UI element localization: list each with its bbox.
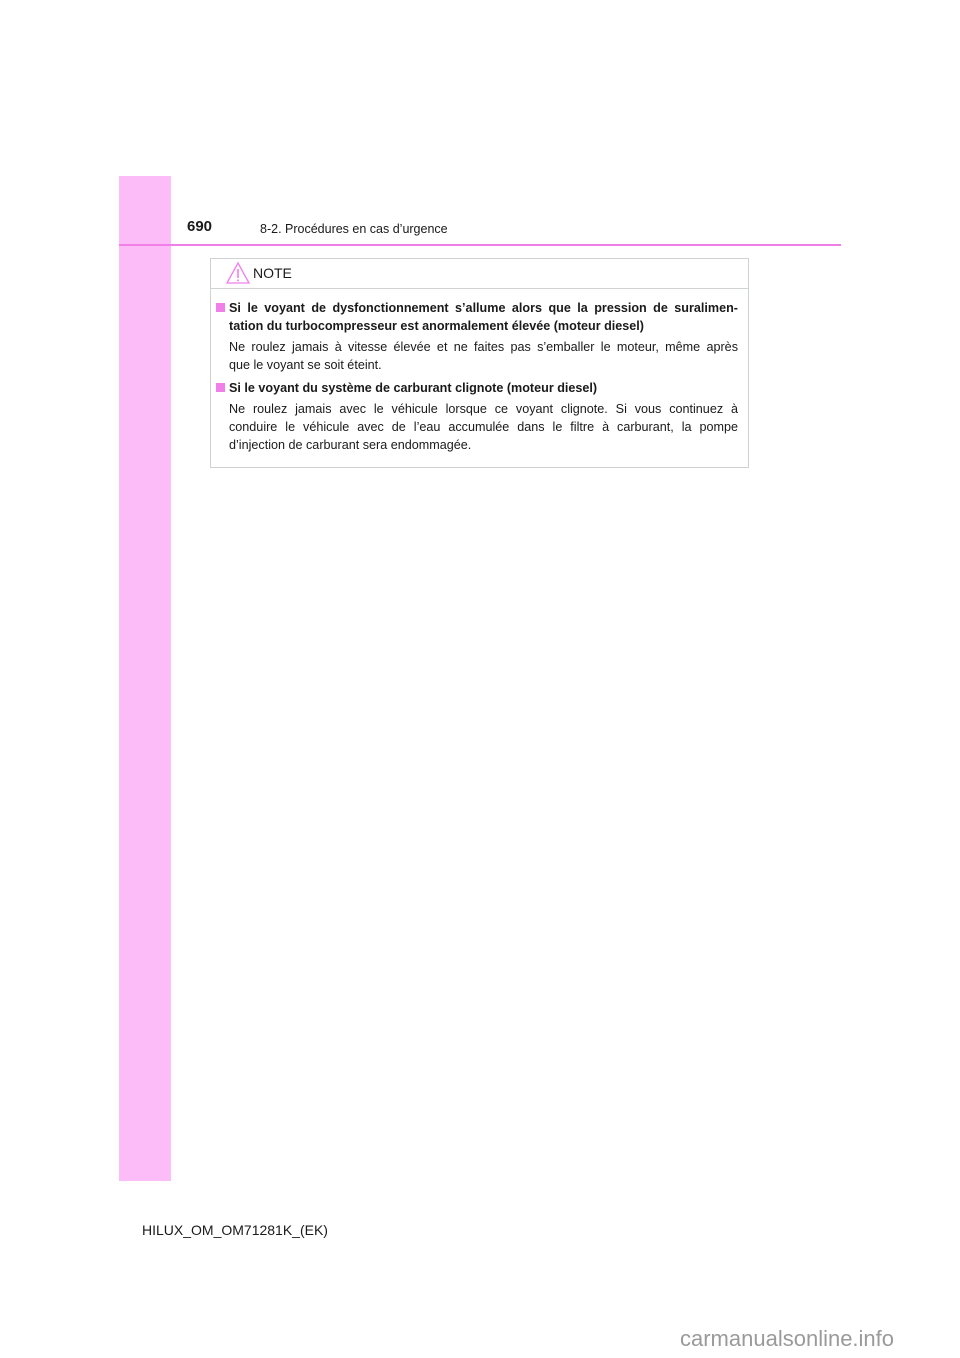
item-text: Ne roulez jamais à vitesse élevée et ne faites pas s’emballer le moteur, même après [229, 340, 738, 354]
document-code: HILUX_OM_OM71281K_(EK) [142, 1222, 328, 1238]
watermark: carmanualsonline.info [680, 1326, 895, 1351]
note-title: NOTE [253, 265, 292, 281]
note-item [211, 299, 738, 374]
chapter-tab-band [119, 176, 171, 1181]
note-box [210, 258, 749, 468]
item-heading: Si le voyant de dysfonctionnement s’allume alors que la pression de suralimen- [229, 301, 738, 315]
note-header [211, 259, 748, 289]
warning-triangle-icon [225, 261, 251, 285]
item-text: conduire le véhicule avec de l’eau accumulée dans le filtre à carburant, la pompe [229, 420, 738, 434]
header-rule [119, 244, 841, 246]
item-text: que le voyant se soit éteint. [229, 358, 382, 372]
page-number: 690 [187, 218, 213, 235]
note-item [211, 379, 738, 454]
square-bullet-icon [216, 383, 225, 392]
item-heading: tation du turbocompresseur est anormalement élevée (moteur diesel) [229, 319, 645, 333]
item-text: Ne roulez jamais avec le véhicule lorsque ce voyant clignote. Si vous continuez à [229, 402, 738, 416]
item-heading: Si le voyant du système de carburant clignote (moteur diesel) [229, 381, 598, 395]
section-title: 8-2. Procédures en cas d’urgence [260, 222, 448, 236]
square-bullet-icon [216, 303, 225, 312]
item-text: d’injection de carburant sera endommagée. [229, 438, 472, 452]
note-body [211, 299, 748, 459]
